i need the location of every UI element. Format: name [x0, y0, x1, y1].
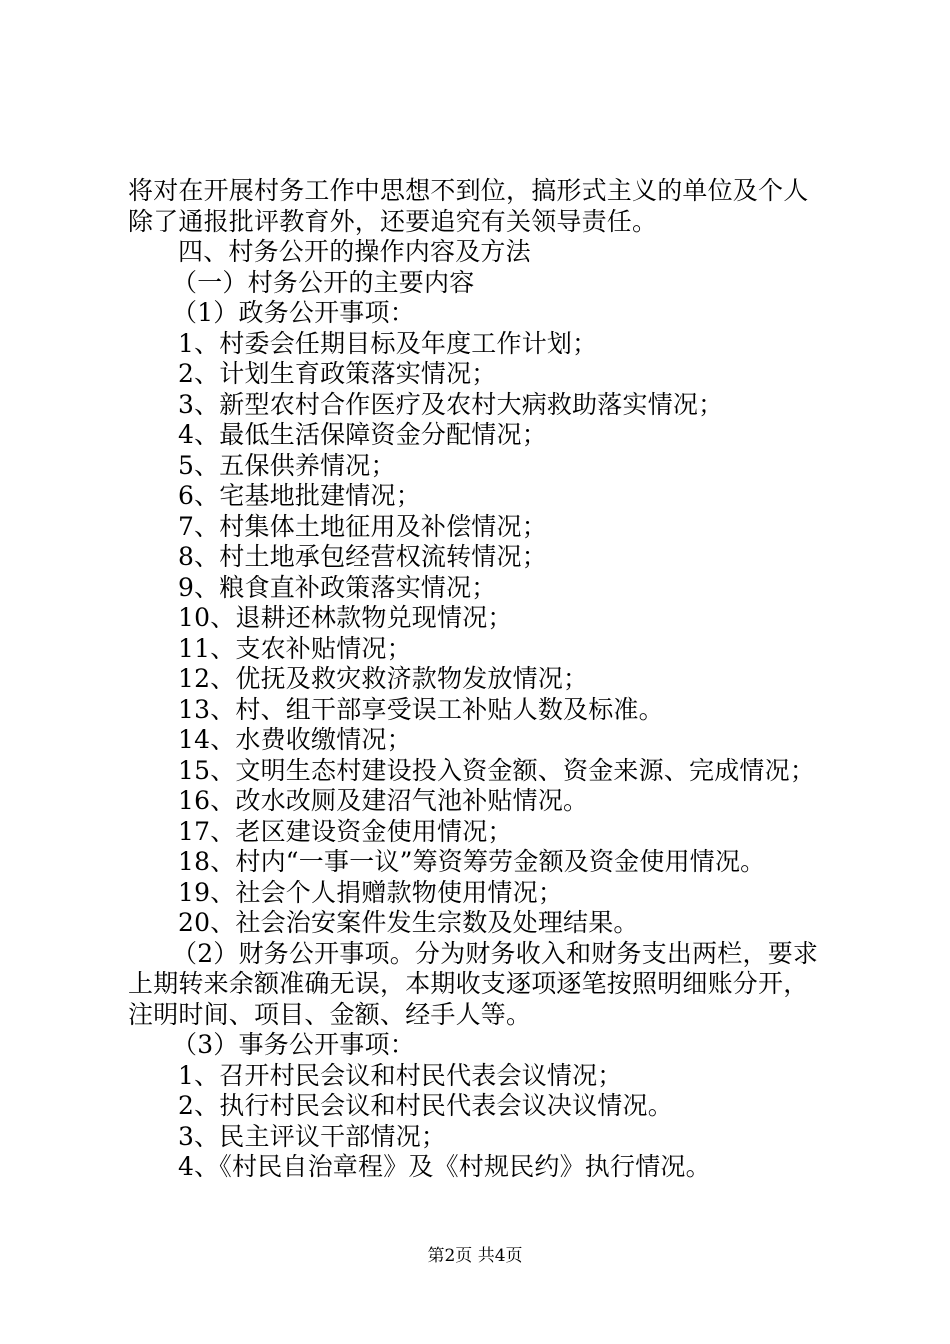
- text-line: 5、五保供养情况；: [178, 450, 396, 480]
- document-body: [128, 176, 838, 1183]
- text-line: 6、宅基地批建情况；: [178, 481, 421, 510]
- text-line: 2、执行村民会议和村民代表会议决议情况。: [178, 1091, 673, 1120]
- text-line: （1）政务公开事项：: [172, 298, 415, 327]
- text-line: 20、社会治安案件发生宗数及处理结果。: [178, 908, 639, 937]
- text-line: 4、最低生活保障资金分配情况；: [178, 420, 547, 449]
- text-line: 15、文明生态村建设投入资金额、资金来源、完成情况；: [178, 755, 816, 785]
- text-line: 4、《村民自治章程》及《村规民约》执行情况。: [178, 1152, 711, 1181]
- text-line: 18、村内“一事一议”筹资筹劳金额及资金使用情况。: [178, 847, 766, 876]
- text-line: 12、优抚及救灾救济款物发放情况；: [178, 664, 589, 693]
- text-line: 2、计划生育政策落实情况；: [178, 359, 497, 388]
- page-footer: 第2页 共4页: [427, 1246, 523, 1266]
- text-line: 7、村集体土地征用及补偿情况；: [178, 511, 547, 541]
- text-line: 19、社会个人捐赠款物使用情况；: [178, 877, 564, 907]
- text-line: 注明时间、项目、金额、经手人等。: [128, 999, 532, 1029]
- text-line: 除了通报批评教育外，还要追究有关领导责任。: [128, 206, 658, 236]
- text-line: 1、召开村民会议和村民代表会议情况；: [178, 1060, 623, 1090]
- text-line: 10、退耕还林款物兑现情况；: [178, 603, 513, 632]
- text-line: 四、村务公开的操作内容及方法: [178, 237, 531, 266]
- text-line: 11、支农补贴情况；: [178, 633, 412, 663]
- text-line: 3、民主评议干部情况；: [178, 1121, 447, 1151]
- text-line: 8、村土地承包经营权流转情况；: [178, 542, 547, 571]
- text-line: （一）村务公开的主要内容: [172, 267, 475, 297]
- text-line: 将对在开展村务工作中思想不到位，搞形式主义的单位及个人: [128, 176, 809, 205]
- text-line: 9、粮食直补政策落实情况；: [178, 572, 497, 602]
- text-line: 13、村、组干部享受误工补贴人数及标准。: [178, 694, 664, 724]
- text-line: 14、水费收缴情况；: [178, 725, 412, 754]
- text-line: 1、村委会任期目标及年度工作计划；: [178, 328, 598, 358]
- text-line: 3、新型农村合作医疗及农村大病救助落实情况；: [178, 389, 724, 419]
- text-line: （3）事务公开事项：: [172, 1030, 415, 1059]
- text-line: 17、老区建设资金使用情况；: [178, 816, 513, 846]
- text-line: 16、改水改厕及建沼气池补贴情况。: [178, 786, 589, 815]
- text-line: （2）财务公开事项。分为财务收入和财务支出两栏，要求: [172, 938, 819, 968]
- text-line: 上期转来余额准确无误，本期收支逐项逐笔按照明细账分开，: [128, 969, 809, 998]
